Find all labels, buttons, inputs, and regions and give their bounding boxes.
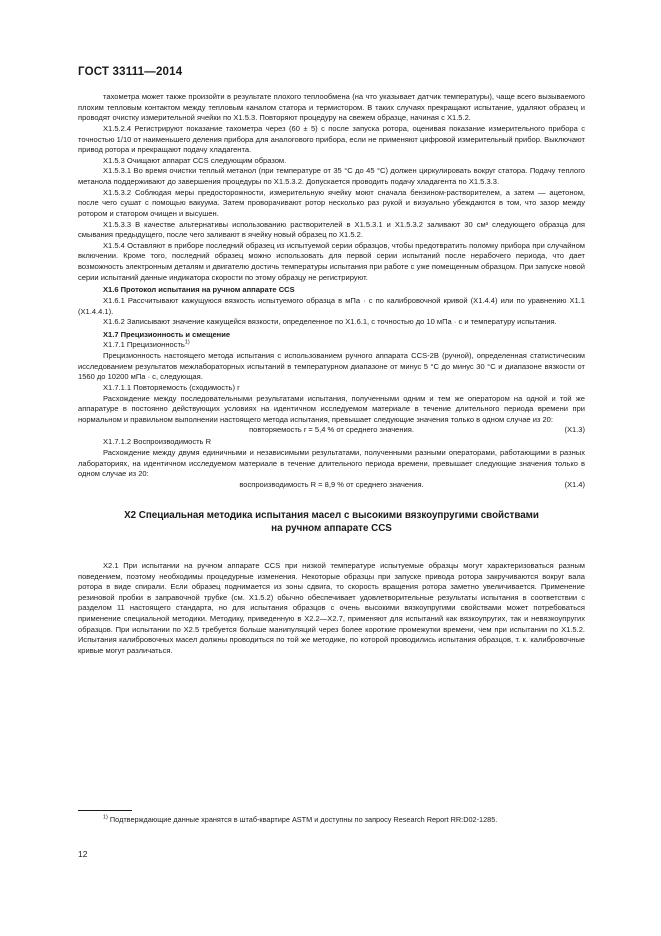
paragraph: X1.5.3.2 Соблюдая меры предосторожности, измерительную ячейку моют сначала бензином-растворителем, а затем — ацетоном, после чего сушат с помощью вакуума. Затем проворачивают ротор несколько раз рукой и визуально убеждаются в том, что зазор между ротором и статором очищен и высушен. xyxy=(78,187,585,218)
formula-text: воспроизводимость R = 8,9 % от среднего значения. xyxy=(239,479,424,489)
footnote-divider xyxy=(78,810,132,811)
paragraph: X1.5.3.1 Во время очистки теплый метанол (при температуре от 35 °С до 45 °С) должен циркулировать вокруг статора. Подачу теплого метанола поддерживают до завершения процедуры по X1.5.3.2. Допускается проводить подачу хладагента по X1.5.3.3. xyxy=(78,166,585,186)
formula-number: (X1.4) xyxy=(564,479,585,489)
paragraph: тахометра может также произойти в результате плохого теплообмена (на что указывает датчик температуры), чаще всего вызываемого плохим тепловым контактом между тепловым каналом статора и термистором. В таких случаях прекращают испытание, удаляют образец и проводят очистку измерительной ячейки по X1.5.3. Повторяют процедуру на свежем образце, начиная с X1.5.2. xyxy=(78,92,585,123)
paragraph: Прецизионность настоящего метода испытания с использованием ручного аппарата CCS-2B (ручной), определенная статистическим исследованием результатов межлабораторных испытаний в температурном диапазоне от минус 5 °С до минус 30 °С и диапазоне вязкости от 1560 до 10200 мПа · с, следующая. xyxy=(78,351,585,382)
section-title-line: на ручном аппарате CCS xyxy=(271,522,392,534)
appendix-section-title xyxy=(78,509,585,535)
paragraph: X1.7.1.2 Воспроизводимость R xyxy=(103,437,212,447)
paragraph: X1.5.3 Очищают аппарат CCS следующим образом. xyxy=(103,155,287,165)
paragraph: X2.1 При испытании на ручном аппарате CCS при низкой температуре испытуемые образцы могут характеризоваться разным поведением, поэтому необходимы процедурные изменения. Некоторые образцы при запуске привода ротора закручиваются вокруг вала ротора в виде спирали. Если образец поднимается из зоны сдвига, то скорость вращения ротора заметно увеличивается. Применение резиновой пробки в заправочной трубке (см. X1.5.2) обычно обеспечивает удовлетворительные результаты испытания в соответствии с разделом 11 настоящего стандарта, но для испытания образцов с очень высокими вязкоупругими свойствами может потребоваться применение специальной методики. Методику, приведенную в X2.2—X2.7, применяют для испытаний как вязкоупругих, так и невязкоупругих образцов. При испытании по X2.5 требуется больше манипуляций через более короткие промежутки времени, чем при испытании по X1.5.2. Испытания калибровочных масел должны проводиться по той же методике, по которой проводились испытания образцов, т. к. калибровочные кривые могут различаться. xyxy=(78,560,585,655)
paragraph: Расхождение между последовательными результатами испытания, полученными одним и тем же оператором на одной и той же аппаратуре в постоянно действующих условиях на идентичном исследуемом материале в течение длительного периода времени при нормальном и правильном выполнении настоящего метода испытания, превышает следующие значения только в одном случае из 20: xyxy=(78,393,585,424)
section-title-line: X2 Специальная методика испытания масел с высокими вязкоупругими свойствами xyxy=(124,509,539,521)
section-heading: X1.6 Протокол испытания на ручном аппарате CCS xyxy=(103,285,295,295)
paragraph-text: X1.7.1 Прецизионность xyxy=(103,340,185,350)
paragraph: X1.7.1.1 Повторяемость (сходимость) r xyxy=(103,382,240,392)
footnote-ref: 1) xyxy=(184,339,190,346)
paragraph: X1.6.1 Рассчитывают кажущуюся вязкость испытуемого образца в мПа · с по калибровочной кривой (X1.4.4) или по уравнению X1.1 (X1.4.4.1). xyxy=(78,295,585,316)
footnote-text: Подтверждающие данные хранятся в штаб-квартире ASTM и доступны по запросу Research Report RR:D02-1285. xyxy=(109,815,498,824)
document-body xyxy=(78,92,585,657)
page-number: 12 xyxy=(78,849,88,859)
formula-number: (X1.3) xyxy=(564,425,585,435)
paragraph: X1.5.4 Оставляют в приборе последний образец из испытуемой серии образцов, чтобы предотвратить поломку прибора при случайном включении. Кроме того, последний образец можно использовать для первой серии испытаний после нерабочего периода, что дает возможность электронным деталям и двигателю достичь температуры испытания при работе с уже помещенным образцом. При запуске новой серии испытаний данные индикатора скорости по этому образцу не регистрируют. xyxy=(78,240,585,282)
formula-reproducibility xyxy=(78,480,585,492)
section-heading: X1.7 Прецизионность и смещение xyxy=(103,329,231,339)
paragraph: Расхождение между двумя единичными и независимыми результатами, полученными разными операторами, работающими в разных лабораториях, на идентичном исследуемом материале в течение длительного периода времени, превышает следующие значения только в одном случае из 20: xyxy=(78,448,585,479)
footnote-marker: 1) xyxy=(103,814,108,821)
paragraph: X1.5.3.3 В качестве альтернативы использованию растворителей в X1.5.3.1 и X1.5.3.2 заливают 30 см³ следующего образца для смывания предыдущего, после чего заливают в ячейку новый образец по X1.5.2. xyxy=(78,219,585,240)
paragraph-with-footnote xyxy=(78,340,585,351)
paragraph: X1.5.2.4 Регистрируют показание тахометра через (60 ± 5) с после запуска ротора, оценивая показание измерительного прибора с точностью 1/10 от наименьшего деления прибора для аналогового прибора, если не применяют цифровой измерительный прибор. Выключают привод ротора и прекращают подачу хладагента. xyxy=(78,123,585,155)
footnote xyxy=(78,815,585,826)
page-header: ГОСТ 33111—2014 xyxy=(78,66,183,78)
formula-repeatability xyxy=(78,425,585,437)
formula-text: повторяемость r = 5,4 % от среднего значения. xyxy=(249,425,414,435)
paragraph: X1.6.2 Записывают значение кажущейся вязкости, определенное по X1.6.1, с точностью до 10 мПа · с и температуру испытания. xyxy=(103,317,557,327)
